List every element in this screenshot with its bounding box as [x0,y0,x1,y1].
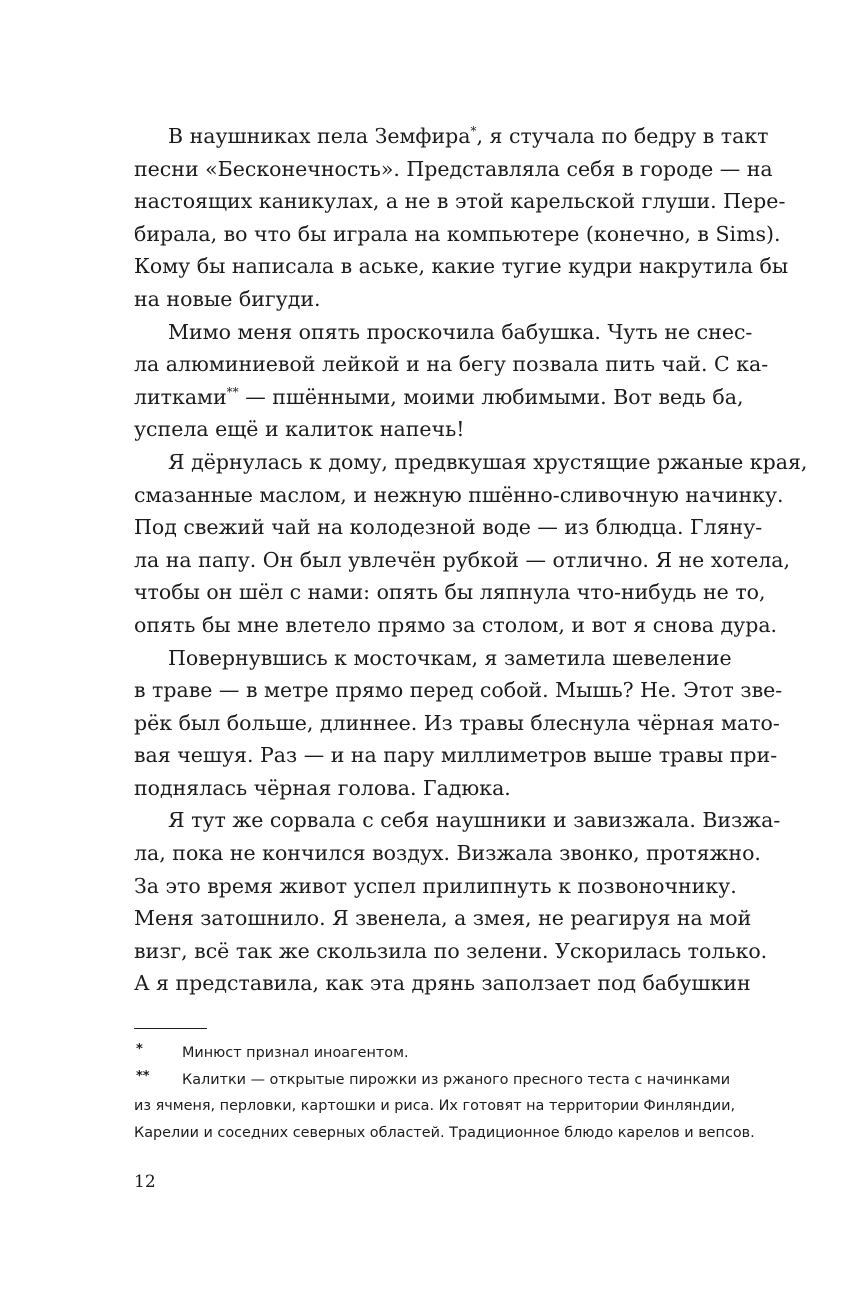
footnote-text: Карелии и соседних северных областей. Традиционное блюдо карелов и вепсов. [134,1124,755,1141]
text-line: вая чешуя. Раз — и на пару миллиметров выше травы при- [134,743,778,768]
text-line: Меня затошнило. Я звенела, а змея, не реагируя на мой [134,906,752,931]
text-line: ла на папу. Он был увлечён рубкой — отлично. Я не хотела, [134,547,790,572]
text-line: песни «Бесконечность». Представляла себя в городе — на [134,156,773,181]
text-line: Под свежий чай на колодезной воде — из блюдца. Гляну- [134,515,763,540]
footnote-2 [134,1067,755,1147]
text-line: смазанные маслом, и нежную пшённо-сливочную начинку. [134,482,784,507]
footnote-separator [134,1028,207,1029]
text-line: опять бы мне влетело прямо за столом, и вот я снова дура. [134,612,778,637]
footnote-1 [134,1040,722,1067]
text-line: Мимо меня опять проскочила бабушка. Чуть не снес- [168,319,753,344]
footnote-text: из ячменя, перловки, картошки и риса. Их готовят на территории Финляндии, [134,1098,736,1114]
text-line: поднялась чёрная голова. Гадюка. [134,775,511,800]
paragraph-2 [134,316,769,446]
paragraph-5 [134,804,781,1000]
text-line: настоящих каникулах, а не в этой карельской глуши. Пере- [134,189,786,214]
text-line: в траве — в метре прямо перед собой. Мышь? Не. Этот зве- [134,678,783,703]
text-fragment: — пшёнными, моими любимыми. Вот ведь ба, [238,384,744,409]
text-line: За это время живот успел прилипнуть к позвоночнику. [134,873,737,898]
page-number: 12 [134,1172,156,1192]
paragraph-1 [134,120,789,316]
text-line: бирала, во что бы играла на компьютере (конечно, в Sims). [134,221,781,246]
text-line: А я представила, как эта дрянь заползает под бабушкин [134,971,751,996]
text-line: Кому бы написала в аське, какие тугие кудри накрутила бы [134,254,789,279]
footnote-symbol: ** [136,1068,150,1084]
text-line: ла, пока не кончился воздух. Визжала звонко, протяжно. [134,841,761,866]
footnote-text: Минюст признал иноагентом. [182,1045,409,1061]
paragraph-3 [134,446,808,642]
text-line: ла алюминиевой лейкой и на бегу позвала пить чай. С ка- [134,352,769,377]
text-line: чтобы он шёл с нами: опять бы ляпнула что-нибудь не то, [134,580,766,605]
paragraph-4 [134,642,783,805]
text-line [134,381,744,414]
footnote-mark: ** [226,384,239,399]
text-fragment: , я стучала по бедру в такт [476,124,769,148]
text-line: на новые бигуди. [134,286,321,311]
text-line [134,120,769,153]
text-line: Я тут же сорвала с себя наушники и завизжала. Визжа- [168,808,781,833]
footnotes [134,1040,755,1146]
text-fragment: литками [134,384,227,409]
footnote-symbol: * [136,1042,143,1057]
text-line: успела ещё и калиток напечь! [134,417,465,442]
text-line: Я дёрнулась к дому, предвкушая хрустящие ржаные края, [168,449,808,474]
text-line: визг, всё так же скользила по зелени. Ускорилась только. [134,938,768,963]
body-text [134,120,808,1000]
text-fragment: В наушниках пела Земфира [168,124,471,148]
footnote-text: Калитки — открытые пирожки из ржаного пресного теста с начинками [182,1071,731,1088]
text-line: рёк был больше, длиннее. Из травы блеснула чёрная мато- [134,710,780,735]
text-line: Повернувшись к мосточкам, я заметила шевеление [168,645,732,670]
footnote-mark: * [470,124,477,138]
